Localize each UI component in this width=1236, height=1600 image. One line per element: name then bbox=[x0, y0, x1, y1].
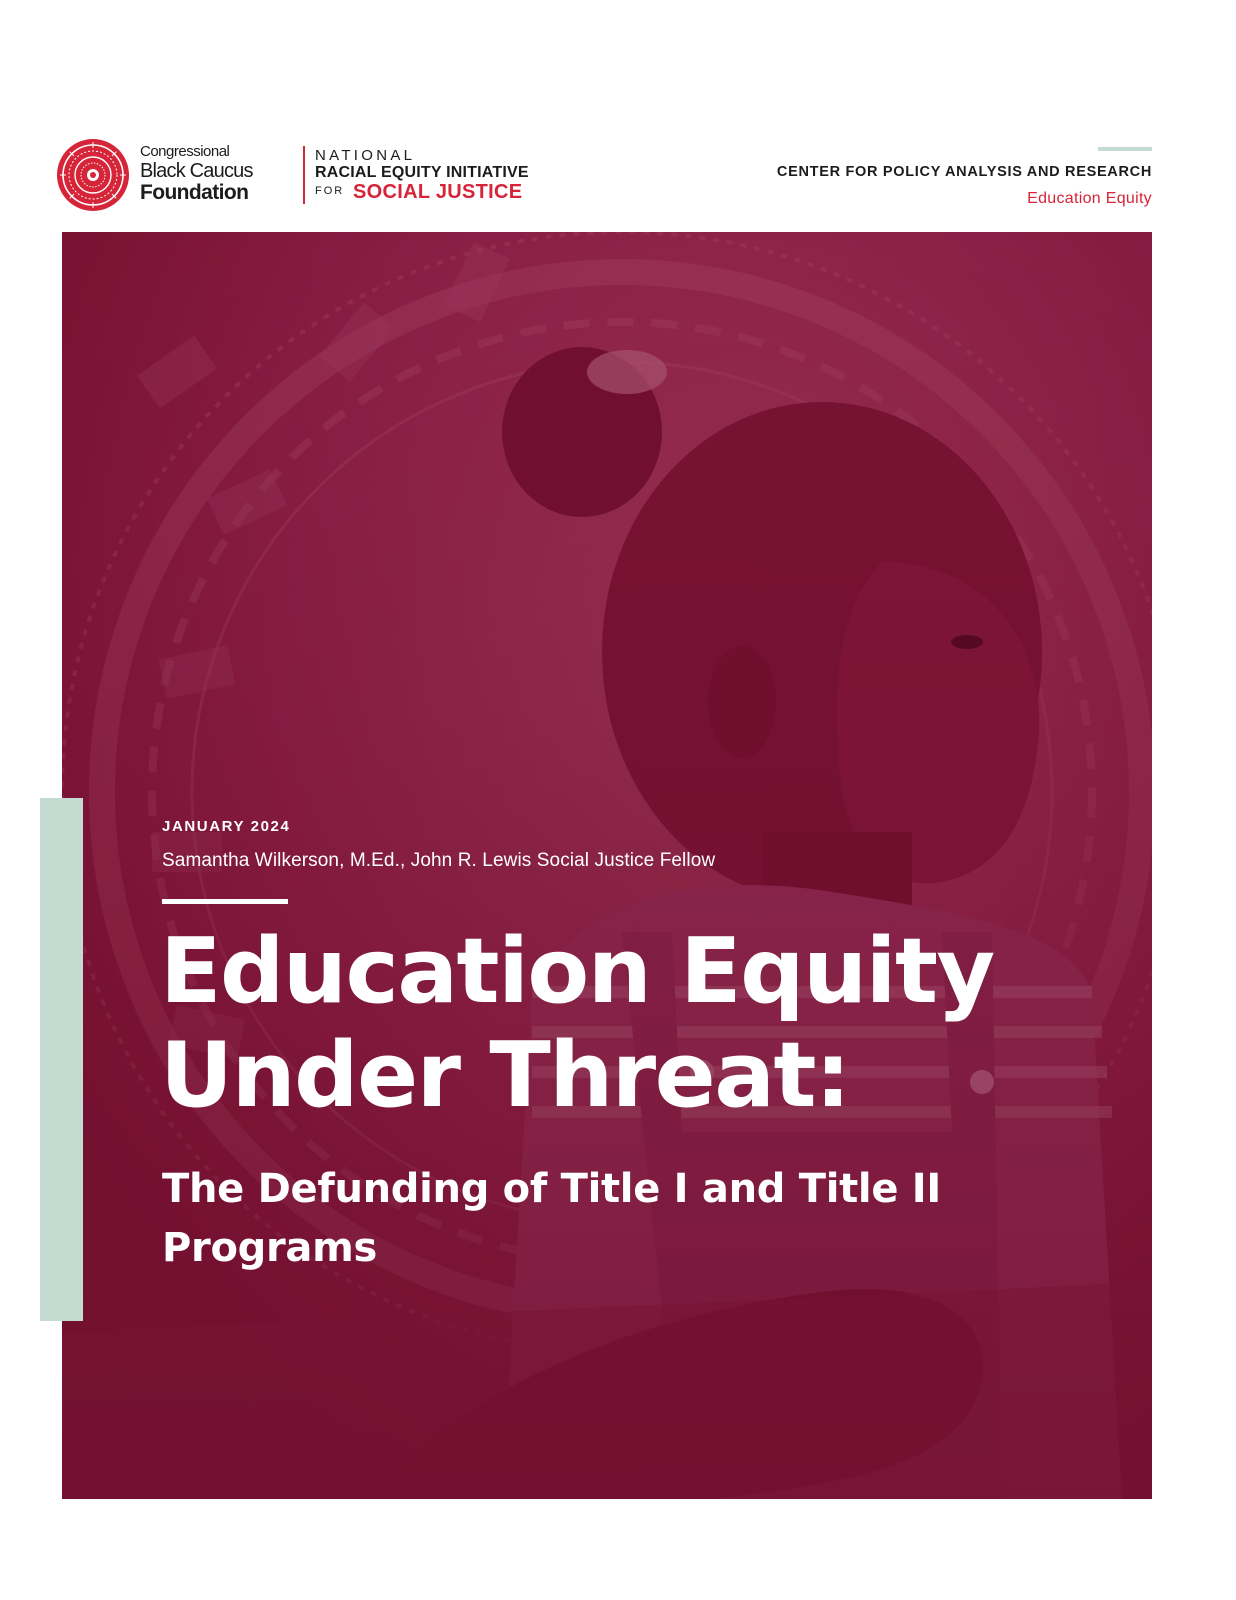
report-subtitle: The Defunding of Title I and Title II Programs bbox=[162, 1166, 941, 1271]
cbcf-line1: Congressional bbox=[140, 143, 230, 160]
nrei-social-justice: SOCIAL JUSTICE bbox=[353, 181, 523, 203]
nrei-divider bbox=[303, 146, 305, 204]
header-accent-line bbox=[1098, 147, 1152, 151]
center-name: CENTER FOR POLICY ANALYSIS AND RESEARCH bbox=[776, 164, 1152, 180]
topic-label: Education Equity bbox=[1027, 190, 1152, 207]
cbcf-line3: Foundation bbox=[140, 181, 249, 204]
nrei-logo bbox=[303, 146, 563, 204]
seal-icon bbox=[56, 138, 130, 212]
cbcf-logo bbox=[56, 138, 286, 214]
title-rule bbox=[162, 899, 288, 904]
nrei-line1: NATIONAL bbox=[315, 147, 416, 164]
nrei-line2: RACIAL EQUITY INITIATIVE bbox=[315, 164, 529, 181]
publication-date: JANUARY 2024 bbox=[162, 818, 291, 835]
cbcf-line2: Black Caucus bbox=[140, 160, 253, 182]
report-title: Education Equity Under Threat: bbox=[160, 919, 994, 1128]
accent-side-bar bbox=[40, 798, 83, 1321]
nrei-for: FOR bbox=[315, 185, 345, 197]
cbcf-wordmark bbox=[140, 144, 253, 203]
author-line: Samantha Wilkerson, M.Ed., John R. Lewis Social Justice Fellow bbox=[162, 850, 716, 871]
